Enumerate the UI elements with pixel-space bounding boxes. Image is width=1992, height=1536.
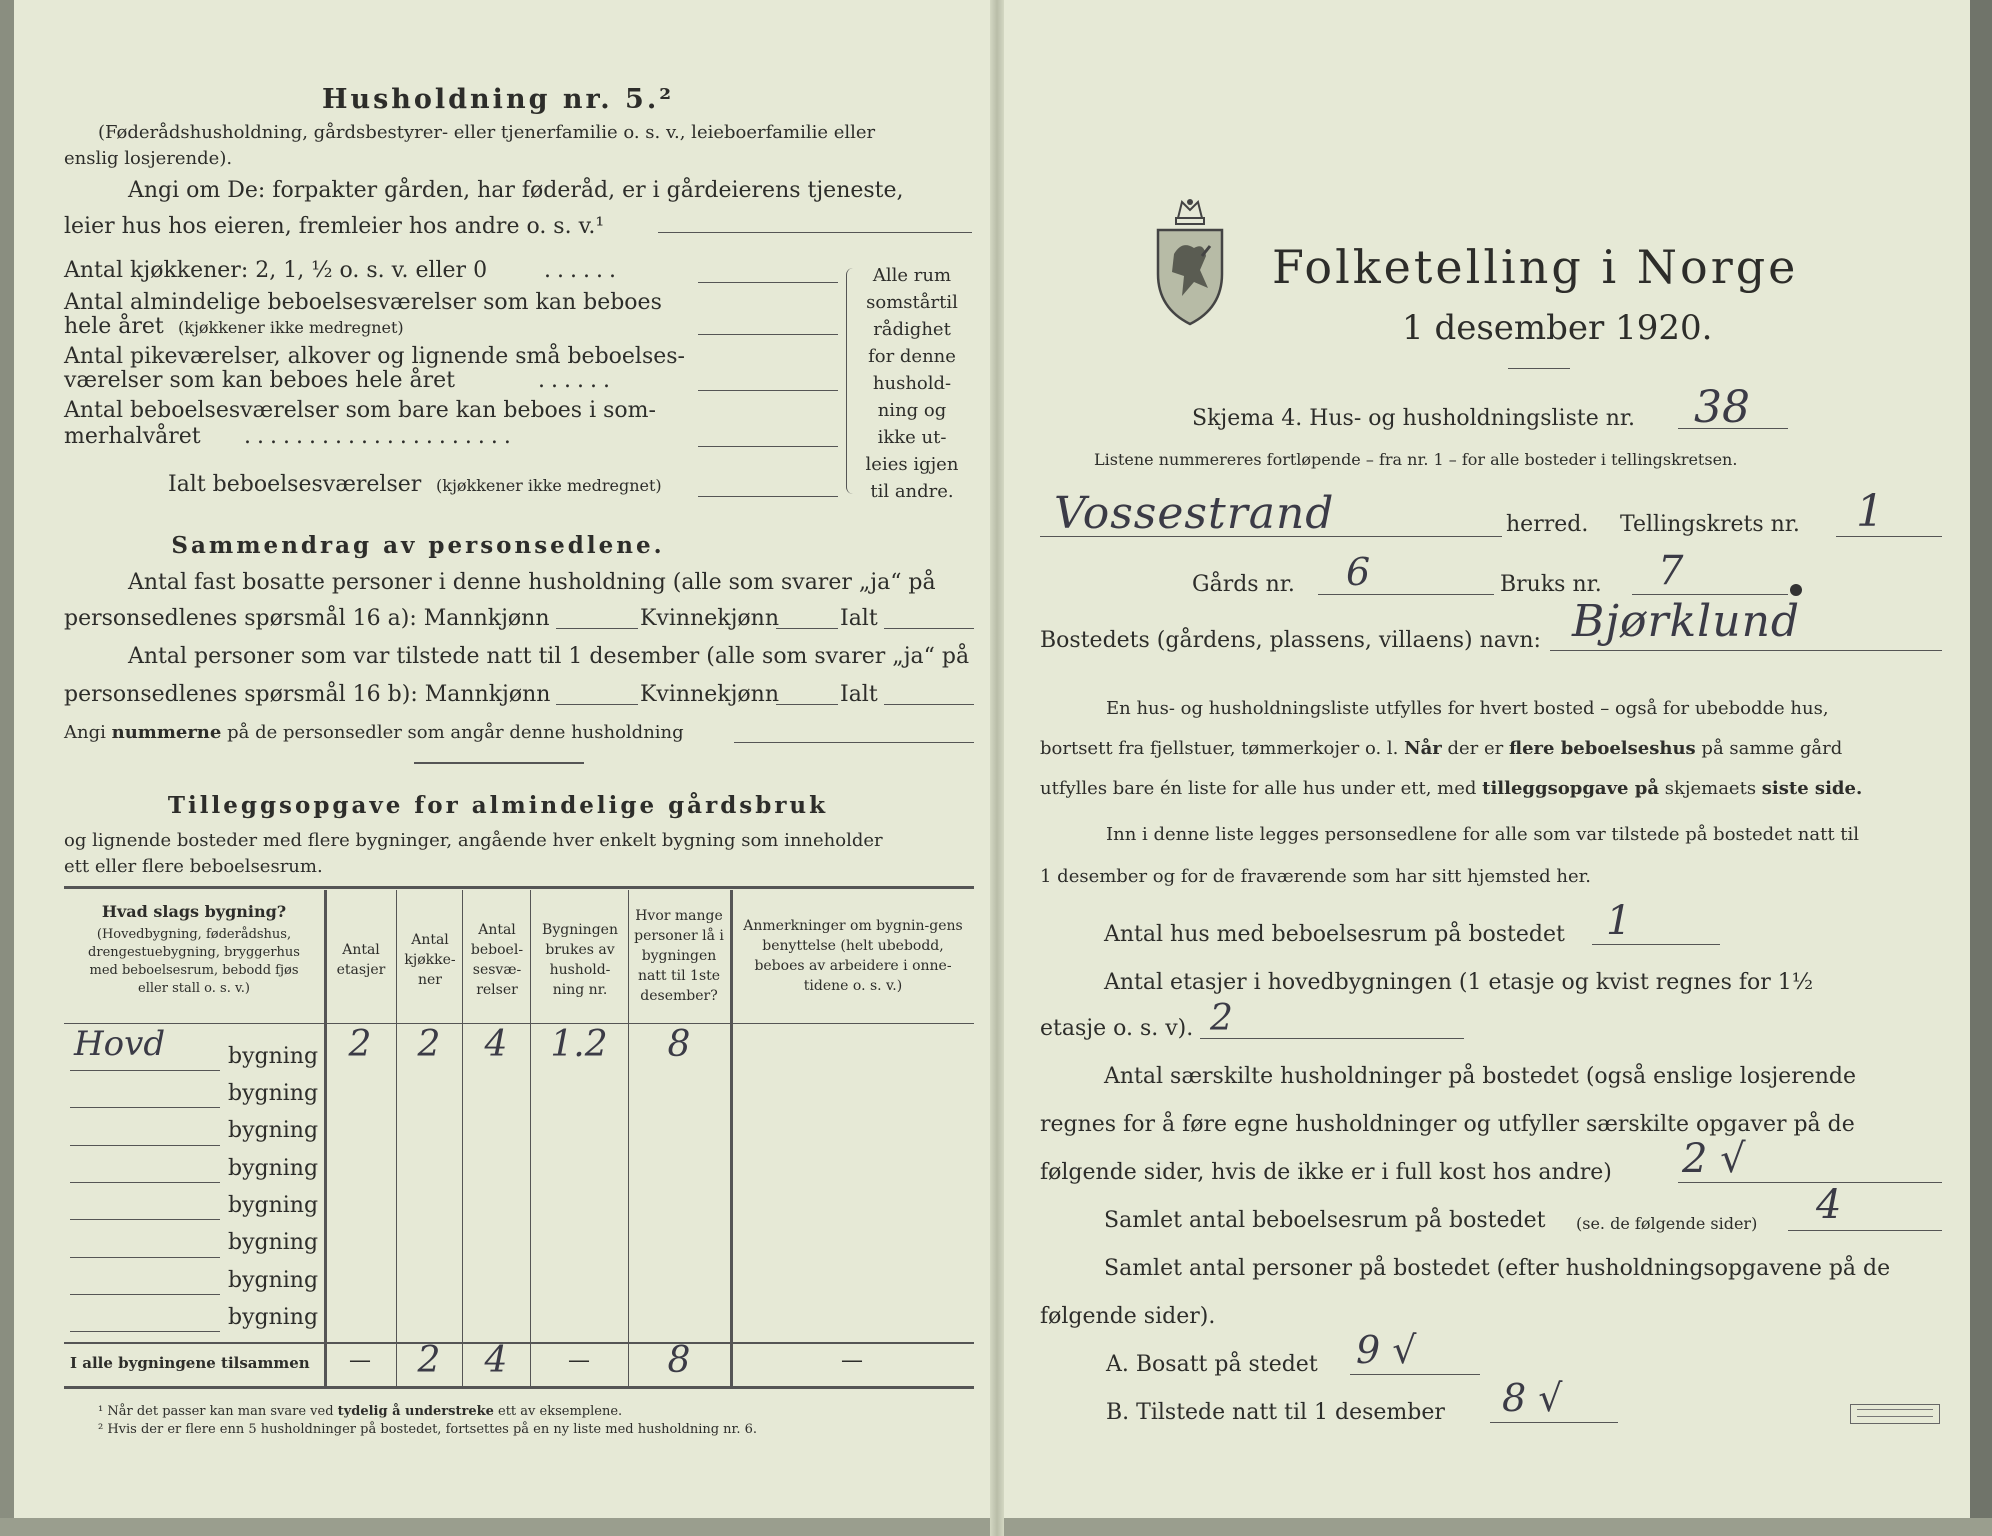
table-bottom-rule — [64, 1386, 974, 1389]
summary-female-line — [776, 628, 838, 629]
instructions-2-e: på samme gård — [1701, 738, 1843, 759]
instructions-3 — [1040, 778, 1862, 799]
q-rooms-label: Samlet antal beboelsesrum på bostedet — [1104, 1208, 1546, 1233]
row-1-persons: 8 — [667, 1024, 691, 1065]
q-houses-line — [1592, 944, 1720, 945]
rooms-answer-line — [698, 334, 838, 335]
table-header-remarks: Anmerkninger om bygnin-gens benyttelse (helt ubebodd, beboes av arbeidere i onne-tidene o. s. v.) — [743, 918, 963, 994]
summary-line-5-bold: nummerne — [111, 722, 222, 743]
table-header-persons: Hvor mange personer lå i bygningen natt til 1ste desember? — [634, 908, 724, 1004]
summary-numbers-line — [734, 742, 974, 743]
household-intro-2: leier hus hos eieren, fremleier hos andre o. s. v.¹ — [64, 214, 605, 239]
bosted-label: Bostedets (gårdens, plassens, villaens) navn: — [1040, 628, 1541, 653]
row-divider — [70, 1107, 220, 1108]
totals-remarks: — — [841, 1348, 863, 1373]
summary-line-3: Antal personer som var tilstede natt til 1 desember (alle som svarer „ja“ på — [128, 644, 970, 669]
side-note-line: Alle rum — [872, 265, 952, 286]
instructions-3-bold-2: siste side. — [1761, 778, 1863, 799]
side-note-brace — [846, 268, 853, 494]
instructions-3-bold: tilleggsopgave på — [1482, 778, 1660, 799]
table-header-household: Bygningen brukes av hushold-ning nr. — [542, 922, 618, 998]
bruks-line — [1632, 594, 1788, 595]
herred-value: Vossestrand — [1054, 488, 1335, 539]
totals-label: I alle bygningene tilsammen — [70, 1354, 310, 1372]
page-fold — [990, 0, 1004, 1536]
instructions-2-bold: Når — [1404, 738, 1442, 759]
gards-label: Gårds nr. — [1192, 572, 1295, 597]
q-households-line — [1678, 1182, 1942, 1183]
summary-total-line-2 — [884, 704, 974, 705]
section-divider — [414, 762, 584, 764]
table-row-label: bygning — [228, 1118, 319, 1143]
census-date: 1 desember 1920. — [1402, 308, 1713, 348]
side-note-line: ikke ut- — [877, 427, 947, 448]
coat-of-arms-icon — [1152, 196, 1228, 328]
footnote-1-c: ett av eksemplene. — [498, 1404, 623, 1419]
instructions-3-c: skjemaets — [1664, 778, 1757, 799]
summary-male-line-2 — [556, 704, 638, 705]
supplement-line-2: ett eller flere beboelsesrum. — [64, 856, 323, 877]
summary-male-line — [556, 628, 638, 629]
table-col-divider — [530, 890, 531, 1386]
row-1-type: Hovd — [74, 1024, 166, 1064]
row-divider — [70, 1219, 220, 1220]
summary-line-2: personsedlenes spørsmål 16 a): Mannkjønn — [64, 606, 550, 631]
table-col-divider — [730, 890, 733, 1386]
kitchens-dots: ...... — [544, 258, 622, 283]
household-intro: Angi om De: forpakter gården, har føderåd, er i gårdeierens tjeneste, — [128, 178, 904, 203]
small-rooms-label-1: Antal pikeværelser, alkover og lignende små beboelses- — [64, 344, 685, 369]
instructions-2-a: bortsett fra fjellstuer, tømmerkojer o. l. — [1040, 738, 1399, 759]
summer-rooms-label-1: Antal beboelsesværelser som bare kan beboes i som- — [64, 398, 656, 423]
table-col-divider — [628, 890, 629, 1386]
instructions-2 — [1040, 738, 1842, 759]
total-rooms-answer-line — [698, 496, 838, 497]
table-row-label: bygning — [228, 1081, 319, 1106]
summer-rooms-dots: ..................... — [244, 424, 517, 449]
rooms-label-note: (kjøkkener ikke medregnet) — [178, 318, 404, 337]
ink-dot — [1790, 584, 1802, 596]
bosted-line — [1550, 650, 1942, 651]
q-houses-label: Antal hus med beboelsesrum på bostedet — [1104, 922, 1565, 947]
row-divider — [70, 1331, 220, 1332]
q-present-label: B. Tilstede natt til 1 desember — [1106, 1400, 1445, 1425]
summary-line-5 — [64, 722, 684, 743]
supplement-heading: Tilleggsopgave for almindelige gårdsbruk — [167, 792, 829, 819]
table-header-rooms: Antal beboel-sesvæ-relser — [470, 922, 524, 998]
instructions-5: 1 desember og for de fraværende som har sitt hjemsted her. — [1040, 866, 1591, 887]
summary-line-5-c: på de personsedler som angår denne husholdning — [227, 722, 684, 743]
schema-number: 38 — [1694, 382, 1750, 433]
row-divider — [70, 1257, 220, 1258]
totals-kitchens: 2 — [417, 1340, 441, 1381]
instructions-2-bold-2: flere beboelseshus — [1508, 738, 1696, 759]
q-floors-label-1: Antal etasjer i hovedbygningen (1 etasje og kvist regnes for 1½ — [1104, 970, 1814, 995]
side-note-line: leies igjen — [865, 454, 959, 475]
q-persons-label-2: følgende sider). — [1040, 1304, 1216, 1329]
totals-persons: 8 — [667, 1340, 691, 1381]
table-header-floors: Antal etasjer — [336, 942, 386, 978]
census-title: Folketelling i Norge — [1272, 240, 1799, 294]
side-note-line: hushold- — [872, 373, 952, 394]
totals-household: — — [568, 1348, 590, 1373]
q-present-value: 8 √ — [1502, 1376, 1563, 1420]
q-floors-line — [1200, 1038, 1464, 1039]
sheet-edge-left — [0, 0, 14, 1536]
side-note-line: somstårtil — [866, 292, 958, 313]
totals-floors: — — [349, 1348, 371, 1373]
table-col-divider — [462, 890, 463, 1386]
q-households-label-1: Antal særskilte husholdninger på bostedet (også enslige losjerende — [1104, 1064, 1857, 1089]
table-row-label: bygning — [228, 1230, 319, 1255]
q-floors-value: 2 — [1210, 998, 1233, 1039]
table-header-type: Hvad slags bygning? — [101, 902, 287, 921]
table-row-label: bygning — [228, 1268, 319, 1293]
summary-line-1: Antal fast bosatte personer i denne husholdning (alle som svarer „ja“ på — [128, 570, 936, 595]
table-col-divider — [396, 890, 397, 1386]
left-page — [18, 0, 978, 1520]
bruks-label: Bruks nr. — [1500, 572, 1602, 597]
q-present-line — [1490, 1422, 1618, 1423]
summary-female-label: Kvinnekjønn — [640, 606, 779, 631]
row-divider — [70, 1182, 220, 1183]
summary-total-label: Ialt — [840, 606, 878, 631]
small-rooms-dots: ...... — [538, 368, 616, 393]
table-header-type-note: (Hovedbygning, føderådshus, drengestuebygning, bryggerhus med beboelsesrum, bebodd fjøs eller stall o. s. v.) — [88, 927, 300, 996]
table-row-label: bygning — [228, 1156, 319, 1181]
summary-line-5-a: Angi — [64, 722, 106, 743]
gards-value: 6 — [1346, 550, 1371, 594]
small-rooms-label-2: værelser som kan beboes hele året — [64, 368, 455, 393]
intro-answer-line — [658, 232, 972, 233]
total-rooms-note: (kjøkkener ikke medregnet) — [436, 476, 662, 495]
krets-line — [1836, 536, 1942, 537]
q-houses-value: 1 — [1606, 898, 1632, 944]
side-note-line: til andre. — [870, 481, 954, 502]
instructions-1: En hus- og husholdningsliste utfylles for hvert bosted – også for ubebodde hus, — [1106, 698, 1829, 719]
household-subtitle-2: enslig losjerende). — [64, 148, 233, 169]
gards-line — [1318, 594, 1494, 595]
summary-total-label-2: Ialt — [840, 682, 878, 707]
table-row-label: bygning — [228, 1193, 319, 1218]
footnote-1-a: ¹ Når det passer kan man svare ved — [98, 1404, 334, 1419]
household-subtitle: (Føderådshusholdning, gårdsbestyrer- eller tjenerfamilie o. s. v., leieboerfamilie eller — [98, 122, 876, 143]
summary-female-label-2: Kvinnekjønn — [640, 682, 779, 707]
summary-heading: Sammendrag av personsedlene. — [171, 532, 665, 559]
q-resident-value: 9 √ — [1356, 1328, 1417, 1372]
table-row-label: bygning — [228, 1044, 319, 1069]
summer-rooms-label-2: merhalvåret — [64, 424, 201, 449]
side-note — [856, 262, 968, 505]
summary-line-4: personsedlenes spørsmål 16 b): Mannkjønn — [64, 682, 551, 707]
q-persons-label-1: Samlet antal personer på bostedet (efter husholdningsopgavene på de — [1104, 1256, 1891, 1281]
table-row-label: bygning — [228, 1305, 319, 1330]
summary-female-line-2 — [776, 704, 838, 705]
side-note-line: for denne — [868, 346, 956, 367]
row-divider — [70, 1294, 220, 1295]
table-header-kitchens: Antal kjøkke-ner — [404, 932, 456, 988]
kitchens-label: Antal kjøkkener: 2, 1, ½ o. s. v. eller 0 — [64, 258, 488, 283]
table-top-rule — [64, 886, 974, 889]
rooms-label-1: Antal almindelige beboelsesværelser som kan beboes — [64, 290, 662, 315]
instructions-4: Inn i denne liste legges personsedlene for alle som var tilstede på bostedet natt til — [1106, 824, 1860, 845]
row-divider — [70, 1145, 220, 1146]
row-1-rooms: 4 — [484, 1024, 508, 1065]
supplement-line-1: og lignende bosteder med flere bygninger, angående hver enkelt bygning som inneholder — [64, 830, 883, 851]
krets-value: 1 — [1856, 486, 1884, 537]
numbering-note: Listene nummereres fortløpende – fra nr. 1 – for alle bosteder i tellingskretsen. — [1094, 450, 1738, 469]
herred-label: herred. — [1506, 512, 1589, 537]
q-households-value: 2 √ — [1682, 1136, 1746, 1182]
side-note-line: rådighet — [873, 319, 951, 340]
q-resident-label: A. Bosatt på stedet — [1106, 1352, 1318, 1377]
side-note-line: ning og — [877, 400, 947, 421]
printer-stamp — [1850, 1404, 1940, 1424]
row-1-household: 1.2 — [550, 1024, 608, 1065]
krets-label: Tellingskrets nr. — [1620, 512, 1800, 537]
small-rooms-answer-line — [698, 390, 838, 391]
footnote-1-bold: tydelig å understreke — [337, 1404, 494, 1419]
right-page — [1010, 0, 1970, 1520]
q-households-label-2: regnes for å føre egne husholdninger og utfyller særskilte opgaver på de — [1040, 1112, 1855, 1137]
summary-total-line — [884, 628, 974, 629]
q-floors-label-2: etasje o. s. v). — [1040, 1016, 1194, 1041]
table-col-divider — [324, 890, 327, 1386]
footnote-2: ² Hvis der er flere enn 5 husholdninger på bostedet, fortsettes på en ny liste med husholdning nr. 6. — [98, 1422, 758, 1437]
footnote-1 — [98, 1404, 622, 1419]
sheet-edge-right — [1970, 0, 1992, 1536]
total-rooms-label: Ialt beboelsesværelser — [168, 472, 422, 497]
bosted-value: Bjørklund — [1572, 596, 1801, 647]
row-divider — [70, 1070, 220, 1071]
schema-label: Skjema 4. Hus- og husholdningsliste nr. — [1192, 406, 1635, 431]
title-divider — [1508, 368, 1570, 369]
instructions-3-a: utfylles bare én liste for alle hus under ett, med — [1040, 778, 1477, 799]
instructions-2-c: der er — [1447, 738, 1504, 759]
q-rooms-line — [1788, 1230, 1942, 1231]
totals-rooms: 4 — [484, 1340, 508, 1381]
kitchens-answer-line — [698, 282, 838, 283]
herred-line — [1040, 536, 1502, 537]
q-resident-line — [1350, 1374, 1480, 1375]
q-rooms-note: (se. de følgende sider) — [1576, 1214, 1758, 1233]
row-1-floors: 2 — [348, 1024, 372, 1065]
row-1-kitchens: 2 — [417, 1024, 441, 1065]
q-households-label-3: følgende sider, hvis de ikke er i full kost hos andre) — [1040, 1160, 1612, 1185]
summer-rooms-answer-line — [698, 446, 838, 447]
rooms-label-2: hele året — [64, 314, 164, 339]
bruks-value: 7 — [1658, 548, 1684, 594]
q-rooms-value: 4 — [1816, 1182, 1842, 1228]
household-title: Husholdning nr. 5.² — [321, 84, 675, 115]
